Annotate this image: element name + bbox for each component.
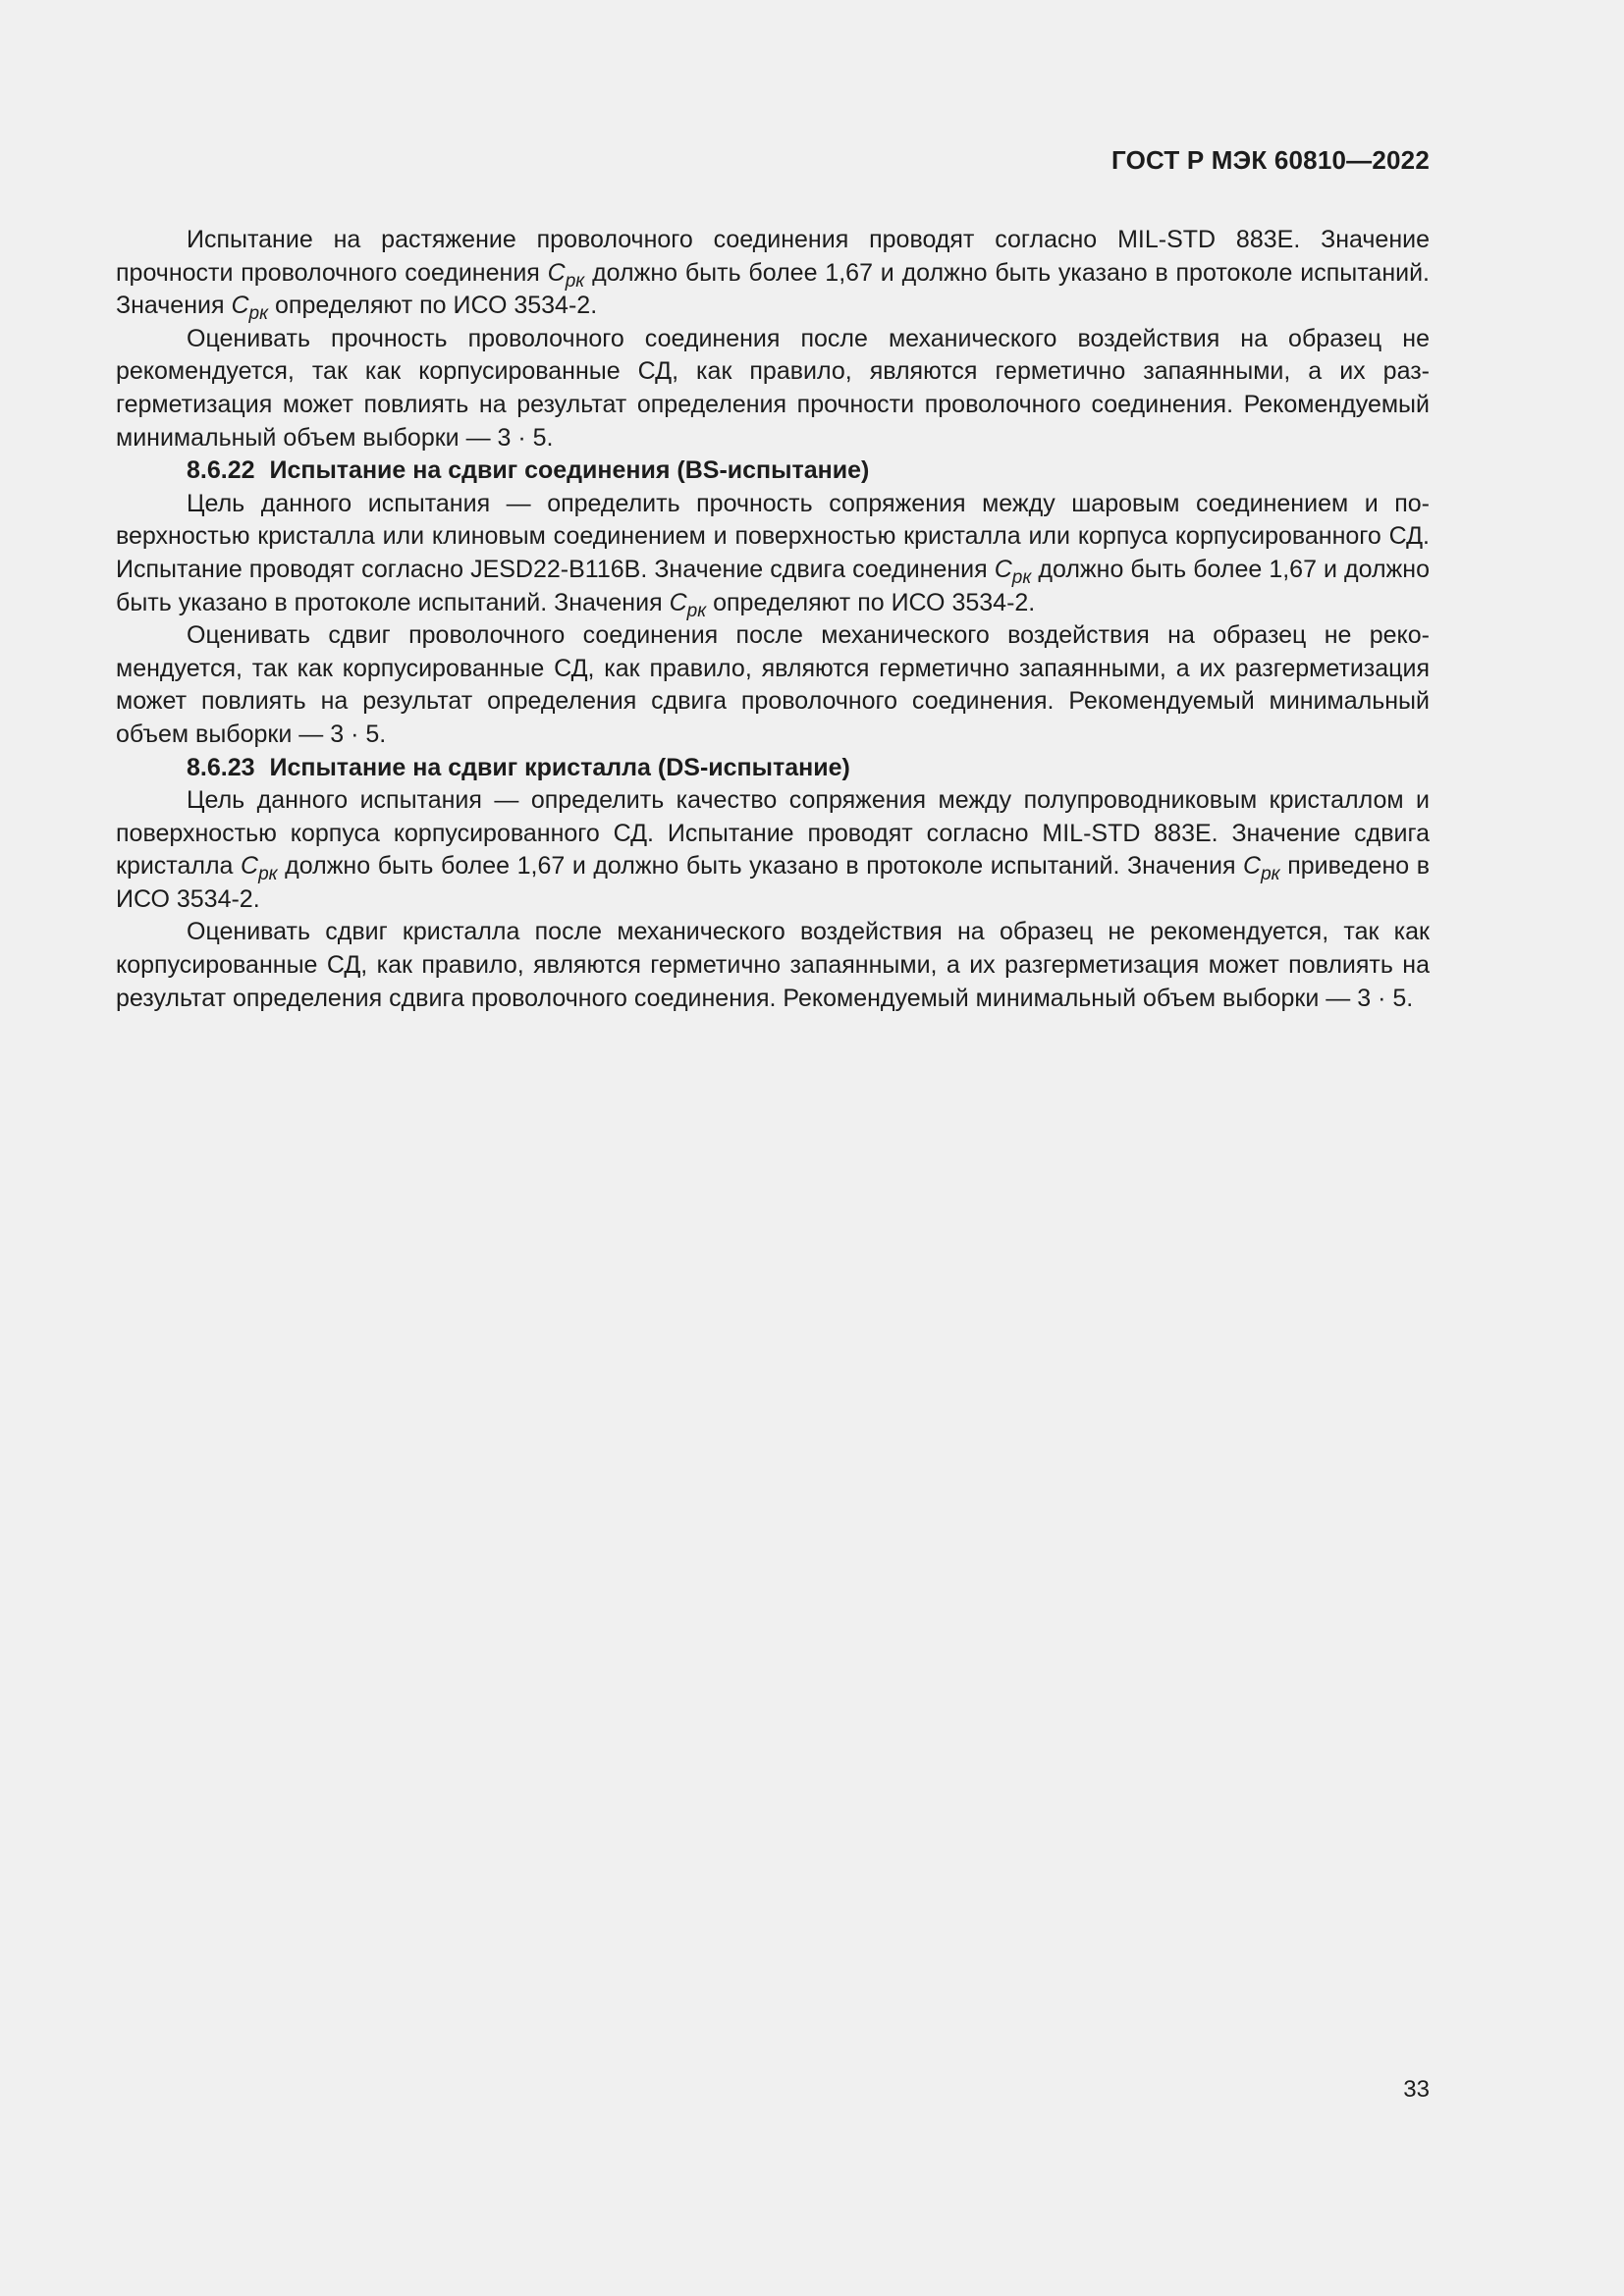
page-number: 33: [1403, 2076, 1430, 2103]
cpk-symbol: $C_{pк}$: [1243, 852, 1280, 885]
section-number: 8.6.22: [187, 456, 255, 485]
paragraph-wire-pull-note: Оценивать прочность проволочного соединения после механического воздействия на образец не рекомендуется, так как корпусированные СД, как правило, являются герметично запаянными, а их разгерметизация может повлиять на результат определения прочности проволочного соединения. Рекомендуемый минимальный объем выборки — 3 · 5.: [116, 324, 1430, 452]
cpk-symbol: $C_{pк}$: [994, 555, 1032, 588]
section-heading-8-6-23: [116, 752, 1430, 785]
section-heading-8-6-22: [116, 454, 1430, 488]
section-number: 8.6.23: [187, 753, 255, 781]
cpk-symbol: $C_{pк}$: [231, 292, 269, 325]
paragraph-die-shear-test: Цель данного испытания — определить качество сопряжения между полупроводниковым кристаллом и поверхностью корпуса корпусированного СД. Испытание проводят согласно MIL-STD 883E. Значение сдвига кристалла $C_{pк}$ должно быть более 1,67 и должно быть указано в протоколе испытаний. Значения $C_{pк}$ приведено в ИСО 3534-2.: [116, 786, 1431, 913]
paragraph-wire-pull-test: Испытание на растяжение проволочного соединения проводят согласно MIL-STD 883E. Значение прочности проволочного соединения $C_{pк}$ должно быть более 1,67 и должно быть указано в протоколе испытаний. Значения $C_{pк}$ определяют по ИСО 3534-2.: [116, 226, 1430, 325]
paragraph-bond-shear-test: Цель данного испытания — определить прочность сопряжения между шаровым соединением и поверхностью кристалла или клиновым соединением и поверхностью кристалла или корпуса корпусированного СД. Испытание проводят согласно JESD22-B116B. Значение сдвига соединения $C_{pк}$ должно быть более 1,67 и должно быть указано в протоколе испытаний. Значения $C_{pк}$ определяют по ИСО 3534-2.: [116, 489, 1430, 621]
paragraph-bond-shear-note: Оценивать сдвиг проволочного соединения после механического воздействия на образец не рекомендуется, так как корпусированные СД, как правило, являются герметично запаянными, а их разгерметизация может повлиять на результат определения сдвига проволочного соединения. Рекомендуемый минимальный объем выборки — 3 · 5.: [116, 621, 1430, 748]
paragraph-die-shear-note: Оценивать сдвиг кристалла после механического воздействия на образец не рекомендуется, так как корпусированные СД, как правило, являются герметично запаянными, а их разгерметизация может повлиять на результат определения сдвига проволочного соединения. Рекомендуемый минимальный объем выборки — 3 · 5.: [116, 918, 1430, 1012]
cpk-symbol: $C_{pк}$: [241, 852, 278, 885]
section-title: Испытание на сдвиг соединения (BS-испытание): [269, 456, 870, 485]
document-header: ГОСТ Р МЭК 60810—2022: [1110, 145, 1430, 175]
section-title: Испытание на сдвиг кристалла (DS-испытание): [269, 753, 850, 781]
cpk-symbol: $C_{pк}$: [669, 588, 707, 621]
document-body: [116, 224, 1430, 1015]
cpk-symbol: $C_{pк}$: [547, 258, 585, 292]
